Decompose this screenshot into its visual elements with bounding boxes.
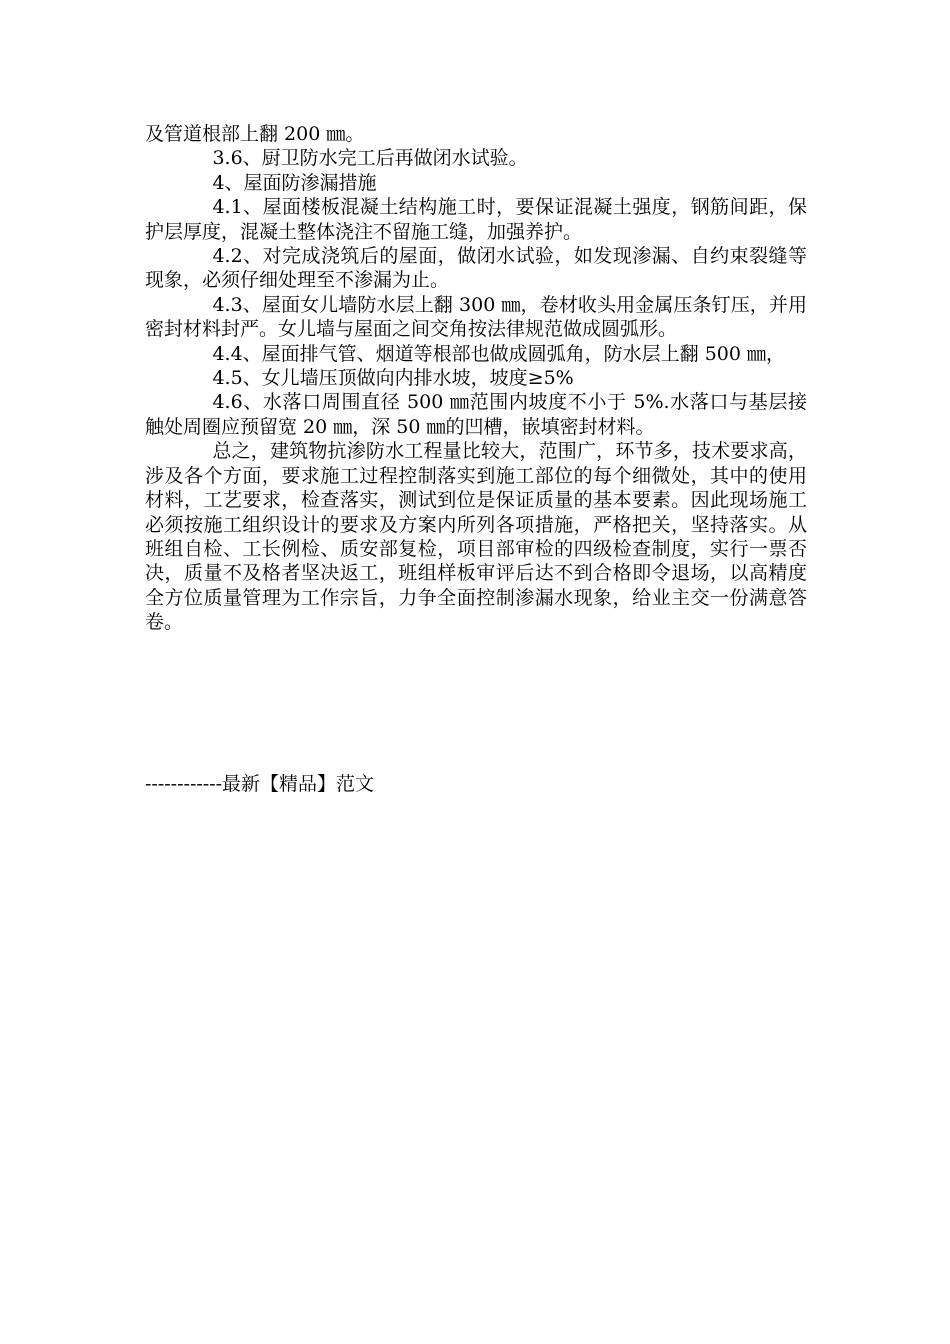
document-body [145,122,807,635]
paragraph-4-2: 4.2、对完成浇筑后的屋面，做闭水试验，如发现渗漏、自约束裂缝等现象，必须仔细处理至不渗漏为止。 [145,245,807,292]
paragraph-4-4: 4.4、屋面排气管、烟道等根部也做成圆弧角，防水层上翻 500 ㎜， [212,342,785,365]
paragraph-4-5: 4.5、女儿墙压顶做向内排水坡，坡度≥5% [212,367,574,390]
paragraph-4-3: 4.3、屋面女儿墙防水层上翻 300 ㎜，卷材收头用金属压条钉压，并用密封材料封严。女儿墙与屋面之间交角按法律规范做成圆弧形。 [145,293,807,341]
paragraph-3-6: 3.6、厨卫防水完工后再做闭水试验。 [212,147,528,170]
footer-label: ------------最新【精品】范文 [145,773,375,795]
paragraph-4-1: 4.1、屋面楼板混凝土结构施工时，要保证混凝土强度，钢筋间距，保护层厚度，混凝土整体浇注不留施工缝，加强养护。 [145,196,807,243]
paragraph-pipe-root: 及管道根部上翻 200 ㎜。 [145,123,365,145]
paragraph-4-6: 4.6、水落口周围直径 500 ㎜范围内坡度不小于 5%.水落口与基层接触处周圈应预留宽 20 ㎜，深 50 ㎜的凹槽，嵌填密封材料。 [145,391,807,438]
paragraph-summary: 总之，建筑物抗渗防水工程量比较大，范围广，环节多，技术要求高，涉及各个方面，要求施工过程控制落实到施工部位的每个细微处，其中的使用材料，工艺要求，检查落实，测试到位是保证质量的基本要素。因此现场施工必须按施工组织设计的要求及方案内所列各项措施，严格把关，坚持落实。从班组自检、工长例检、质安部复检，项目部审检的四级检查制度，实行一票否决，质量不及格者坚决返工，班组样板审评后达不到合格即令退场，以高精度全方位质量管理为工作宗旨，力争全面控制渗漏水现象，给业主交一份满意答卷。 [145,440,807,634]
paragraph-4-heading: 4、屋面防渗漏措施 [212,171,377,194]
